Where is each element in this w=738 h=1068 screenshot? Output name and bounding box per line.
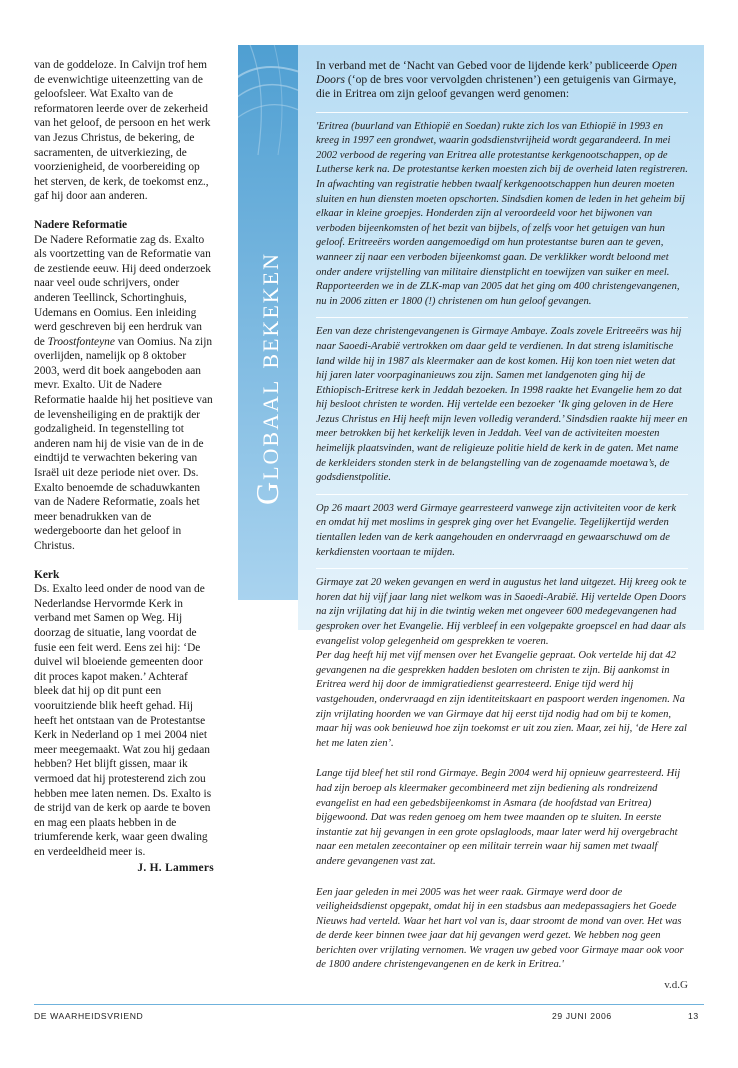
open-doors-name: Open Doors <box>316 59 677 87</box>
divider <box>316 112 688 113</box>
footer-publication: DE WAARHEIDSVRIEND <box>34 1011 144 1021</box>
banner-title: Globaal bekeken <box>249 252 285 505</box>
left-paragraph-3: Ds. Exalto leed onder de nood van de Nederlandse Hervormde Kerk in verband met Samen op Weg. Hij doorzag de situatie, lang voordat de fusie een feit werd. Eens zei hij: ‘De duivel wil bloeiende gemeenten door dit proces kapot maken.’ Achteraf bleek dat hij op dit punt een vooruitziende blik heeft gehad. Hij heeft het ontstaan van de Protestantse Kerk in Nederland op 1 mei 2004 niet meer meegemaakt. Wat zou hij gedaan hebben? Het blijft gissen, maar ik vermoed dat hij protesterend zich zou hebben mee laten nemen. Ds. Exalto is de strijd van de kerk op aarde te boven en mag een plaats hebben in de triumferende kerk, waar geen dwaling en verdeeldheid meer is. <box>34 583 212 858</box>
left-paragraph-2a: De Nadere Reformatie zag ds. Exalto als voortzetting van de Reformatie van de zestiende eeuw. Hij deed onderzoek naar veel oude schrijvers, onder anderen Teellinck, Schortinghuis, Udemans en Oomius. Een inleiding werd geschreven bij een herdruk van de <box>34 233 211 348</box>
footer-rule <box>34 1004 704 1005</box>
panel-intro <box>316 59 688 102</box>
footer-date: 29 JUNI 2006 <box>552 1011 612 1021</box>
panel-paragraph-7: Een jaar geleden in mei 2005 was het weer raak. Girmaye werd door de veiligheidsdienst opgepakt, omdat hij in een stadsbus aan medepassagiers het Goede Nieuws had verteld. Waar het hart vol van is, daar stroomt de mond van over. Het was de derde keer binnen twee jaar dat hij gevangen werd gezet. We hebben nog geen berichten over vrijlating vernomen. We vragen uw gebed voor Girmaye maar ook voor de 1800 andere christengevangenen en de kerk in Eritrea.' <box>316 886 684 971</box>
heading-nadere-reformatie: Nadere Reformatie <box>34 218 128 231</box>
divider <box>316 494 688 495</box>
heading-kerk: Kerk <box>34 568 60 581</box>
author-signature: J. H. Lammers <box>137 862 214 875</box>
left-paragraph-2 <box>34 233 214 554</box>
panel-paragraph-1: 'Eritrea (buurland van Ethiopië en Soedan) rukte zich los van Ethiopië in 1993 en kreeg in 1997 een grondwet, waarin godsdienstvrijheid wordt gegarandeerd. In mei 2002 verbood de regering van Eritrea alle protestantse kerkgenootschappen, op de Lutherse kerk na. De protestantse kerken moesten zich bij de overheid laten registreren. In afwachting van registratie hebben twaalf kerkgenootschappen hun deuren moeten sluiten en hun diensten moeten opschorten. Sindsdien komen de leden in het geheim bij elkaar in kleine groepjes. Honderden zijn al veroordeeld voor het bijwonen van verboden bijeenkomsten of het bezit van bijbels, of zelfs voor het getuigen van hun geloof. Eritreeërs worden aangemoedigd om hun protestantse buren aan te geven, wanneer zij naar een verboden bijeenkomst gaan. De verklikker wordt beloond met onder andere vrijstelling van militaire dienstplicht en toewijzen van suiker en meel. Rapporteerden we in de ZLK-map van 2005 dat het ging om 400 christengevangenen, nu in 2006 zitten er 1800 (!) christenen om hun geloof gevangen. <box>316 120 688 307</box>
divider <box>316 759 688 760</box>
book-title: Troostfonteyne <box>47 335 115 348</box>
panel-paragraph-5: Per dag heeft hij met vijf mensen over het Evangelie gepraat. Ook vertelde hij dat 42 gevangenen na die gesprekken hadden besloten om christen te zijn. Bij aankomst in Eritrea werd hij door de immigratiedienst gearresteerd. Enige tijd werd hij vastgehouden, ondervraagd en zijn identiteitskaart en paspoort werden ingenomen. Na zijn vrijlating hoorden we van Girmaye dat hij eerst tijd nodig had om bij te komen, maar hij was ook benieuwd hoe zijn toekomst er uit zou zien. Maar, zei hij, ‘de Here zal het me laten zien’. <box>316 650 687 749</box>
left-paragraph-1: van de goddeloze. In Calvijn trof hem de evenwichtige uiteenzetting van de geloofsleer. Wat Exalto van de reformatoren leerde over de zekerheid van het geloof, de persoon en het werk van Jezus Christus, de bekering, de sacramenten, de uitverkiezing, de voorzienigheid, de voorbereiding op het sterven, de kerk, de toekomst enz., gaf hij door aan anderen. <box>34 59 211 203</box>
divider <box>316 878 688 879</box>
page-number: 13 <box>688 1011 699 1021</box>
intro-b: (‘op de bres voor vervolgden christenen’) een getuigenis van Girmaye, die in Eritrea om zijn geloof gevangen werd genomen: <box>316 73 677 101</box>
globe-swirl-icon <box>238 45 298 165</box>
panel-paragraph-3: Op 26 maart 2003 werd Girmaye gearresteerd vanwege zijn activiteiten voor de kerk en omdat hij met moslims in gesprek ging over het Evangelie. Tegelijkertijd werden tientallen leden van de kerk aangehouden en ondervraagd en gewaarschuwd om de kerkdiensten voortaan te mijden. <box>316 502 677 558</box>
divider <box>316 568 688 569</box>
left-paragraph-2b: van Oomius. Na zijn overlijden, namelijk op 8 oktober 2003, werd dit boek aangeboden aan mevr. Exalto. Uit de Nadere Reformatie haalde hij het positieve van de levensheiliging en de praktijk der godzaligheid. In tegenstelling tot anderen nam hij de visie van de in de eindtijd te verwachten bekering van Israël uit deze periode niet over. Ds. Exalto benoemde de schaduwkanten van de Nadere Reformatie, zoals het meer benadrukken van de wedergeboorte dan het geloof in Christus. <box>34 335 213 552</box>
testimony-panel <box>298 45 704 992</box>
panel-signature: v.d.G <box>664 979 688 992</box>
intro-a: In verband met de ‘Nacht van Gebed voor de lijdende kerk’ publiceerde <box>316 59 649 72</box>
divider <box>316 317 688 318</box>
left-column <box>34 58 214 876</box>
panel-paragraph-4: Girmaye zat 20 weken gevangen en werd in augustus het land uitgezet. Hij kreeg ook te horen dat hij vijf jaar lang niet welkom was in Saoedi-Arabië. Hij vertelde Open Doors na zijn vrijlating dat hij in die twintig weken met ongeveer 600 medegevangenen had gesproken over het Evangelie. Hij verbleef in een volgepakte groepscel en had daar als evangelist volop gelegenheid om gesprekken te voeren. <box>316 577 687 647</box>
panel-paragraph-6: Lange tijd bleef het stil rond Girmaye. Begin 2004 werd hij opnieuw gearresteerd. Hij had zijn beroep als kleermaker gecombineerd met zijn bediening als rondreizend evangelist en had een gebedsbijeenkomst in Asmara (de hoofdstad van Eritrea) bijgewoond. Dat was reden genoeg om hem twee maanden op te sluiten. In eerste instantie zat hij gevangen in een grote opslagloods, maar later werd hij overgebracht naar een metalen zeecontainer op een militair terrein waar hij samen met twaalf andere gevangenen vast zat. <box>316 768 681 867</box>
panel-paragraph-2: Een van deze christengevangenen is Girmaye Ambaye. Zoals zovele Eritreeërs was hij naar Saoedi-Arabië vertrokken om daar geld te verdienen. In dat streng islamitische land wilde hij in 1987 als kleermaker aan de kost komen. Hij kon toen niet weten dat hij jaren later voorpaginanieuws zou zijn. Samen met landgenoten ging hij de Ethiopisch-Eritrese kerk in Jeddah bezoeken. In 1998 raakte het Evangelie hem zo dat hij besloot christen te worden. Hij vertelde een bezoeker ‘Ik ging geloven in de Here Jezus Christus en Hij heeft mijn leven volledig veranderd.’ Sindsdien raakte hij meer en meer betrokken bij het kerkelijk leven in Jeddah. Veel van de activiteiten moesten heimelijk plaatsvinden, want de religieuze politie hield de kerk in de gaten. Met name de kerkleiders stonden sterk in de belangstelling van de zogenaamde moetawa’s, de godsdienstpolitie. <box>316 326 688 484</box>
